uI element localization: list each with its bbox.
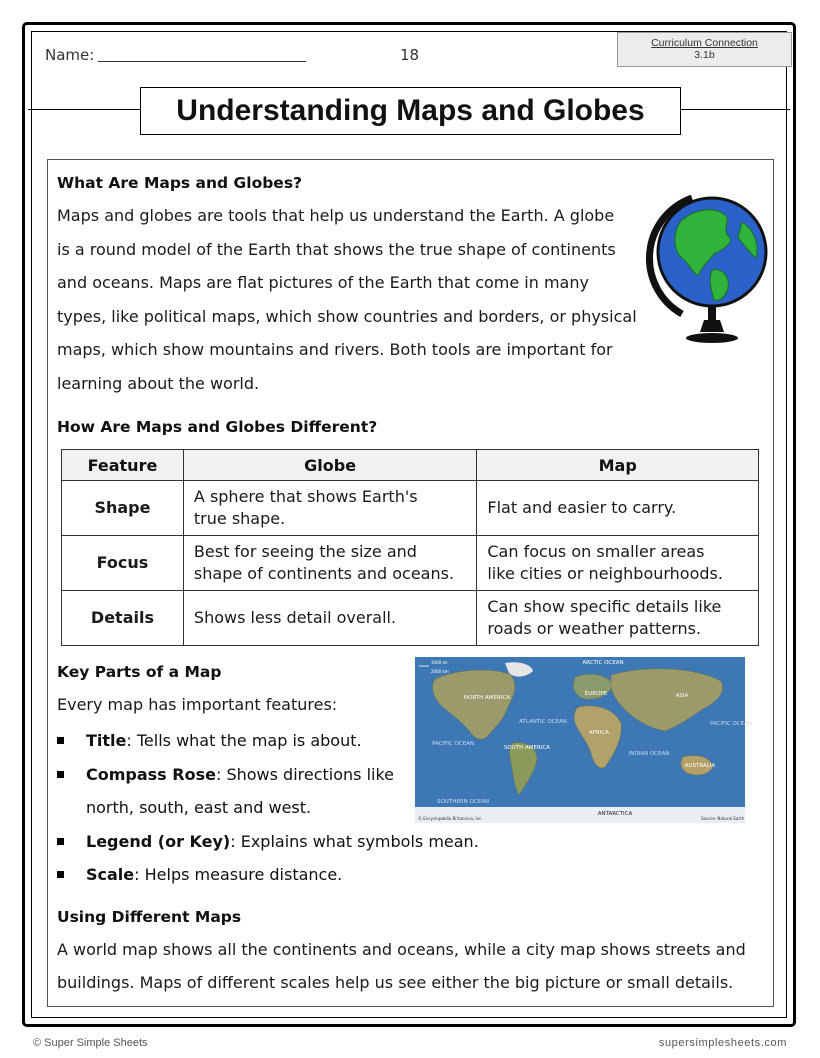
cell-line: Can focus on smaller areas — [487, 542, 705, 561]
bullet-desc: : Explains what symbols mean. — [230, 832, 479, 851]
table-row-feature: Shape — [62, 481, 184, 536]
map-label-africa: AFRICA — [589, 730, 609, 736]
globe-illustration — [652, 192, 770, 348]
table-header-globe: Globe — [183, 450, 476, 481]
map-label-pacific-left: PACIFIC OCEAN — [432, 741, 474, 747]
bullet-square — [57, 737, 64, 744]
comparison-table — [61, 449, 759, 646]
curriculum-label: Curriculum Connection — [651, 37, 758, 49]
table-row-feature: Focus — [62, 536, 184, 591]
paragraph-line: types, like political maps, which show countries and borders, or physical — [57, 306, 637, 326]
globe-stand-column — [700, 320, 724, 332]
section-paragraph-what — [57, 199, 637, 401]
globe-stand-neck — [708, 306, 716, 320]
map-label-atlantic: ATLANTIC OCEAN — [519, 719, 567, 725]
table-cell-map — [477, 591, 759, 646]
section-heading-different: How Are Maps and Globes Different? — [57, 418, 378, 436]
map-label-europe: EUROPE — [584, 691, 608, 697]
name-field[interactable] — [45, 46, 306, 64]
bullet-square — [57, 771, 64, 778]
paragraph-line: Maps and globes are tools that help us understand the Earth. A globe — [57, 206, 615, 225]
paragraph-line: learning about the world. — [57, 373, 260, 393]
cell-line: Best for seeing the size and — [193, 542, 417, 561]
table-cell-globe — [183, 591, 476, 646]
world-map-image — [415, 657, 752, 823]
bullet-desc: : Helps measure distance. — [134, 865, 343, 884]
paragraph-line: and oceans. Maps are flat pictures of the Earth that come in many — [57, 273, 589, 293]
map-scale-top: 1000 mi — [431, 660, 448, 665]
cell-line: like cities or neighbourhoods. — [487, 564, 723, 583]
map-label-pacific-right: PACIFIC OCEAN — [710, 721, 752, 727]
table-header-map: Map — [477, 450, 759, 481]
bullet-desc: : Tells what the map is about. — [126, 731, 362, 750]
section-paragraph-using — [57, 934, 746, 999]
curriculum-connection-box — [617, 32, 792, 67]
cell-line: true shape. — [193, 509, 286, 528]
table-row — [62, 481, 759, 536]
map-credit-left: © Encyclopædia Britannica, Inc. — [418, 816, 483, 821]
key-parts-intro: Every map has important features: — [57, 695, 338, 714]
table-cell-map — [477, 536, 759, 591]
table-cell-globe — [183, 536, 476, 591]
table-header-row — [62, 450, 759, 481]
table-header-feature: Feature — [62, 450, 184, 481]
map-credit-right: Source: Natural Earth — [701, 816, 745, 821]
cell-line: Flat and easier to carry. — [487, 498, 677, 517]
globe-stand-base — [686, 333, 738, 343]
bullet-term: Legend (or Key) — [86, 832, 231, 851]
bullet-term: Scale — [86, 865, 135, 884]
table-row — [62, 591, 759, 646]
table-cell-globe — [183, 481, 476, 536]
bullet-square — [57, 871, 64, 878]
map-label-southern: SOUTHERN OCEAN — [436, 799, 490, 805]
paragraph-line: maps, which show mountains and rivers. Both tools are important for — [57, 340, 613, 360]
map-label-australia: AUSTRALIA — [684, 763, 716, 769]
section-heading-key-parts: Key Parts of a Map — [57, 663, 222, 681]
bullet-continuation: north, south, east and west. — [86, 798, 312, 817]
title-rule-left — [28, 109, 140, 110]
page-number: 18 — [400, 46, 420, 64]
cell-line: shape of continents and oceans. — [193, 564, 455, 583]
paragraph-line: buildings. Maps of different scales help us see either the big picture or small details. — [57, 972, 734, 992]
cell-line: Can show specific details like — [487, 597, 722, 616]
paragraph-line: A world map shows all the continents and oceans, while a city map shows streets and — [57, 940, 746, 959]
section-heading-using: Using Different Maps — [57, 908, 242, 926]
bullet-desc: : Shows directions like — [215, 765, 395, 784]
name-blank-line[interactable] — [98, 61, 306, 62]
footer-website[interactable]: supersimplesheets.com — [658, 1037, 787, 1049]
map-label-arctic: ARCTIC OCEAN — [582, 660, 624, 666]
page-title: Understanding Maps and Globes — [140, 87, 681, 135]
curriculum-code: 3.1b — [694, 49, 715, 61]
section-heading-what: What Are Maps and Globes? — [57, 174, 303, 192]
footer-copyright: © Super Simple Sheets — [33, 1037, 148, 1049]
table-row-feature: Details — [62, 591, 184, 646]
table-cell-map — [477, 481, 759, 536]
bullet-term: Title — [86, 731, 127, 750]
paragraph-line: is a round model of the Earth that shows the true shape of continents — [57, 239, 616, 259]
cell-line: Shows less detail overall. — [193, 608, 397, 627]
cell-line: roads or weather patterns. — [487, 619, 702, 638]
bullet-square — [57, 838, 64, 845]
map-label-north-america: NORTH AMERICA — [463, 695, 511, 701]
table-row — [62, 536, 759, 591]
bullet-term: Compass Rose — [86, 765, 216, 784]
cell-line: A sphere that shows Earth's — [193, 487, 418, 506]
map-label-asia: ASIA — [675, 693, 689, 699]
map-scale-bottom: 2000 km — [431, 669, 449, 674]
title-rule-right — [681, 109, 790, 110]
map-label-antarctica: ANTARCTICA — [597, 811, 633, 817]
map-label-south-america: SOUTH AMERICA — [503, 745, 551, 751]
name-label: Name: — [45, 46, 95, 64]
map-label-indian: INDIAN OCEAN — [628, 751, 670, 757]
